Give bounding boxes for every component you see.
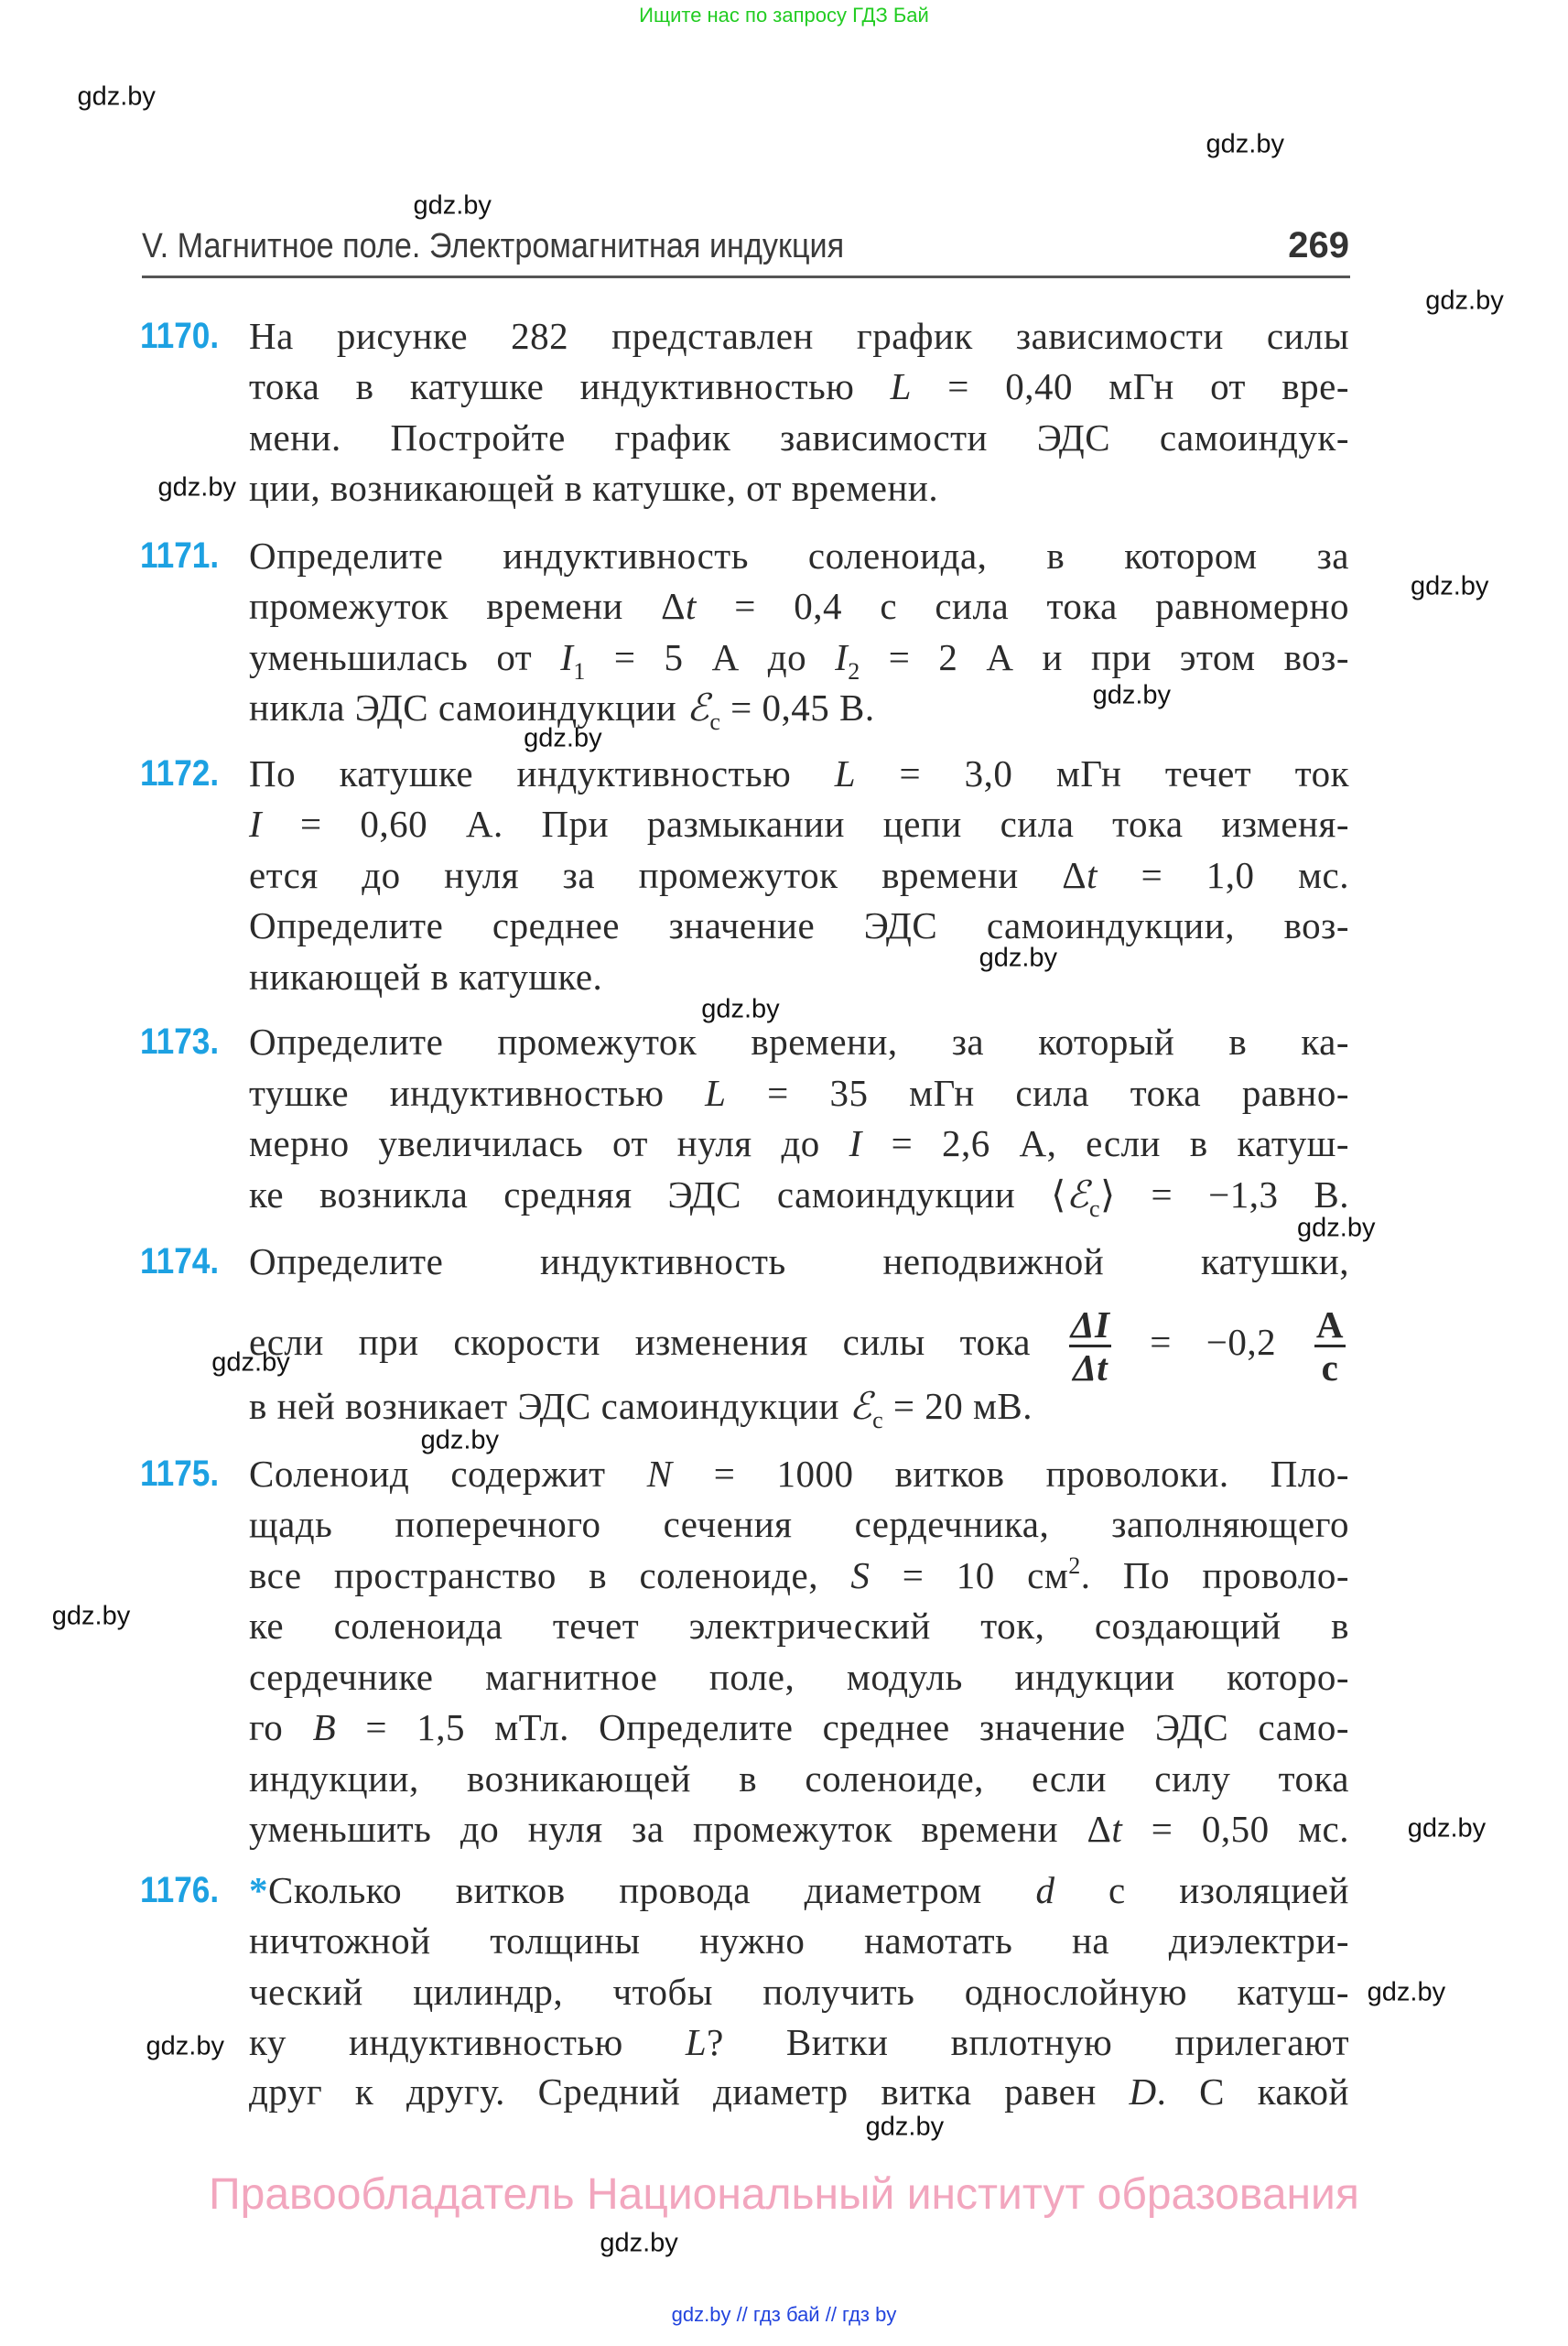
text-segment: уменьшилась от [249,635,561,678]
math-variable: I [560,635,574,678]
text-segment: щадь поперечного сечения сердечника, заполняющего [249,1503,1349,1546]
problem-text-line [249,531,1349,581]
fraction-denominator: с [1321,1346,1339,1389]
text-segment: Определите индуктивность соленоида, в котором за [249,534,1349,577]
math-superscript: 2 [1068,1551,1081,1579]
header-rule [142,276,1350,278]
problem-text-line [249,463,1349,514]
text-segment: мерно увеличилась от нуля до [249,1122,849,1165]
watermark-gdz: gdz.by [413,190,492,221]
text-segment: ничтожной толщины нужно намотать на диэлектри- [249,1919,1349,1962]
text-segment: Сколько витков провода диаметром [268,1868,1036,1911]
text-segment: в ней возникает ЭДС самоиндукции [249,1385,849,1428]
watermark-gdz: gdz.by [77,81,156,112]
text-segment: ции, возникающей в катушке, от времени. [249,467,939,510]
text-segment: = 5 А до [585,635,836,678]
text-segment: = 0,50 мс. [1122,1807,1349,1850]
math-variable: S [850,1553,871,1596]
math-variable: L [685,2021,708,2064]
watermark-gdz: gdz.by [1425,286,1504,316]
text-segment: ется до нуля за промежуток времени Δ [249,853,1087,896]
watermark-gdz: gdz.by [420,1425,500,1455]
problem-text-line [249,749,1349,799]
problem-text-line [249,1551,1349,1601]
problem-text-line [249,901,1349,951]
watermark-gdz: gdz.by [1367,1977,1446,2007]
math-variable: I [249,803,263,846]
math-variable: ℰ [1065,1173,1090,1216]
text-segment: = −0,2 [1115,1320,1311,1363]
math-variable: L [834,751,857,795]
text-segment: тушке индуктивностью [249,1071,706,1114]
text-segment: = 35 мГн сила тока равно- [726,1071,1349,1114]
watermark-gdz: gdz.by [1410,571,1489,601]
text-segment: = 20 мВ. [883,1385,1033,1428]
text-segment: ⟩ = −1,3 В. [1100,1173,1350,1216]
math-variable: I [849,1122,862,1165]
math-fraction [1069,1304,1112,1388]
problem-text-line [249,632,1349,683]
problem-text-line [249,1916,1349,1966]
problem-number: 1174. [140,1241,220,1282]
text-segment: . С какой [1156,2070,1349,2114]
text-segment: ку индуктивностью [249,2021,686,2064]
fraction-numerator: ΔI [1070,1303,1110,1346]
problem-number: 1173. [140,1022,220,1063]
copyright-notice: Правообладатель Национальный институт образования [209,2170,1359,2219]
math-variable: t [1111,1807,1123,1850]
text-segment: ? Витки вплотную прилегают [707,2021,1349,2064]
watermark-gdz: gdz.by [600,2228,678,2258]
text-segment: никающей в катушке. [249,955,603,998]
text-segment: = 0,40 мГн от вре- [911,365,1349,408]
fraction-numerator: А [1315,1303,1344,1346]
watermark-gdz: gdz.by [157,472,237,503]
watermark-gdz: gdz.by [51,1601,131,1631]
problem-text-line [249,1499,1349,1550]
watermark-gdz: gdz.by [146,2031,224,2061]
problem-text-line [249,1865,1349,1916]
text-segment: = 0,45 В. [720,687,875,730]
problem-text-line [249,1601,1349,1651]
text-segment: уменьшить до нуля за промежуток времени Δ [249,1807,1112,1850]
watermark-gdz: gdz.by [979,943,1058,973]
text-segment: го [249,1706,313,1749]
math-subscript: c [872,1407,884,1434]
watermark-gdz: gdz.by [1407,1813,1487,1843]
problem-text-line [249,1237,1349,1287]
text-segment: = 10 см [870,1553,1069,1596]
text-segment: никла ЭДС самоиндукции [249,687,687,730]
top-banner[interactable]: Ищите нас по запросу ГДЗ Бай [639,4,929,27]
problem-text-line [249,1804,1349,1854]
math-variable: t [686,585,697,628]
problem-text-line [249,1170,1349,1220]
math-subscript: 2 [848,657,860,685]
text-segment: По катушке индуктивностью [249,751,835,795]
watermark-gdz: gdz.by [865,2112,945,2142]
text-segment: ке соленоида течет электрический ток, создающий в [249,1605,1349,1648]
text-segment: Определите индуктивность неподвижной катушки, [249,1240,1349,1283]
difficulty-star-icon: * [249,1868,268,1911]
text-segment: Определите среднее значение ЭДС самоиндукции, воз- [249,904,1349,947]
text-segment: = 1,0 мс. [1098,853,1349,896]
text-segment: На рисунке 282 представлен график зависимости силы [249,314,1349,357]
watermark-gdz: gdz.by [1092,680,1172,710]
fraction-denominator: Δt [1073,1346,1108,1389]
problem-text-line [249,362,1349,412]
problem-number: 1175. [140,1453,220,1494]
math-variable: ℰ [686,687,710,730]
math-variable: L [705,1071,727,1114]
text-segment: ческий цилиндр, чтобы получить однослойную катуш- [249,1970,1349,2013]
text-segment: = 2 А и при этом воз- [860,635,1350,678]
problem-number: 1171. [140,535,220,576]
text-segment: = 0,4 с сила тока равномерно [696,585,1349,628]
math-variable: ℰ [849,1385,873,1428]
problem-number: 1176. [140,1869,220,1910]
problem-text-line [249,1754,1349,1804]
text-segment: = 1,5 мТл. Определите среднее значение ЭДС само- [336,1706,1350,1749]
problem-text-line [249,1652,1349,1703]
problem-text-line [249,2067,1349,2117]
problem-text-line [249,799,1349,849]
math-variable: D [1129,2070,1157,2114]
watermark-gdz: gdz.by [1206,129,1284,159]
text-segment: Соленоид содержит [249,1452,647,1495]
watermark-gdz: gdz.by [211,1347,290,1378]
math-variable: I [835,635,849,678]
text-segment: = 0,60 А. При размыкании цепи сила тока изменя- [262,803,1349,846]
text-segment: = 2,6 А, если в катуш- [861,1122,1349,1165]
math-variable: N [646,1452,673,1495]
text-segment: = 3,0 мГн течет ток [856,751,1349,795]
problem-text-line [249,1068,1349,1119]
chapter-title: V. Магнитное поле. Электромагнитная индукция [142,227,845,265]
text-segment: друг к другу. Средний диаметр витка равен [249,2070,1130,2114]
problem-text-line [249,413,1349,463]
problem-text-line [249,1381,1349,1432]
math-fraction [1314,1304,1346,1388]
math-subscript: 1 [573,657,586,685]
text-segment: мени. Постройте график зависимости ЭДС самоиндук- [249,416,1349,459]
page-number: 269 [1288,225,1349,265]
text-segment: Определите промежуток времени, за который в ка- [249,1021,1349,1064]
problem-text-line [249,850,1349,901]
text-segment: все пространство в соленоиде, [249,1553,851,1596]
math-variable: L [890,365,912,408]
math-subscript: c [709,708,721,736]
bottom-banner[interactable]: gdz.by // гдз бай // гдз by [671,2303,897,2326]
math-variable: B [312,1706,337,1749]
text-segment: индукции, возникающей в соленоиде, если силу тока [249,1757,1349,1800]
text-segment: ке возникла средняя ЭДС самоиндукции ⟨ [249,1173,1066,1216]
problem-number: 1170. [140,315,220,356]
math-variable: d [1035,1868,1055,1911]
text-segment: промежуток времени Δ [249,585,687,628]
problem-text-line [249,1304,1349,1388]
problem-text-line [249,2017,1349,2068]
watermark-gdz: gdz.by [701,994,780,1024]
text-segment: = 1000 витков проволоки. Пло- [672,1452,1350,1495]
math-subscript: c [1089,1195,1101,1222]
text-segment: с изоляцией [1054,1868,1349,1911]
problem-text-line [249,952,1349,1002]
math-variable: t [1087,853,1098,896]
problem-text-line [249,680,1349,736]
watermark-gdz: gdz.by [1297,1213,1376,1243]
problem-text-line [249,311,1349,362]
text-segment: . По проволо- [1080,1553,1350,1596]
text-segment: сердечнике магнитное поле, модуль индукции которо- [249,1655,1349,1698]
problem-text-line [249,1703,1349,1753]
text-segment: если при скорости изменения силы тока [249,1320,1065,1363]
problem-text-line [249,1449,1349,1499]
problem-number: 1172. [140,752,220,794]
problem-text-line [249,581,1349,632]
text-segment: тока в катушке индуктивностью [249,365,891,408]
problem-text-line [249,1967,1349,2017]
problem-text-line [249,1017,1349,1067]
problem-text-line [249,1119,1349,1169]
watermark-gdz: gdz.by [524,723,602,753]
